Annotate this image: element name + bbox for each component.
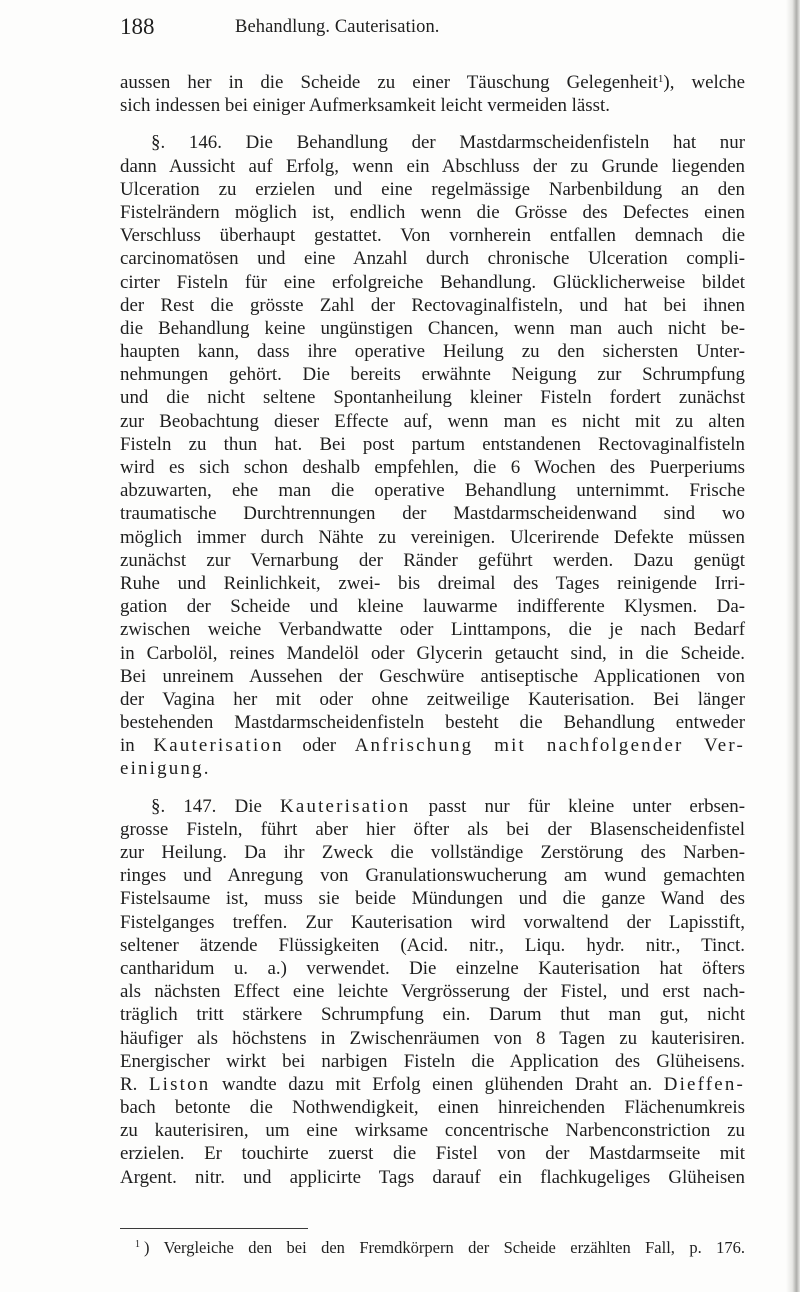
text-line: Ulceration zu erzielen und eine regelmässige Narbenbildung an den xyxy=(120,178,745,200)
text-line: wird es sich schon deshalb empfehlen, die 6 Wochen des Puerperiums xyxy=(120,457,745,478)
text-line: Fisteln zu thun hat. Bei post partum entstandenen Rectovaginalfisteln xyxy=(120,433,745,455)
text-line: aussen her in die Scheide zu einer Täuschung Gelegenheit$^1$), welche xyxy=(120,72,745,93)
text-line: Bei unreinem Aussehen der Geschwüre antiseptische Applicationen von xyxy=(120,665,745,687)
running-title: Behandlung. Cauterisation. xyxy=(235,17,440,37)
emphasis-text: Dieffen- xyxy=(663,1073,745,1095)
text-line: carcinomatösen und eine Anzahl durch chronische Ulceration compli- xyxy=(120,248,745,270)
footnote-rule xyxy=(120,1228,308,1229)
emphasis-text: Liston xyxy=(148,1073,211,1095)
text-line: ringes und Anregung von Granulationswucherung am wund gemachten xyxy=(120,865,745,887)
text-line: traumatische Durchtrennungen der Mastdarmscheidenwand sind wo xyxy=(120,503,745,525)
text-line: Fistelganges treffen. Zur Kauterisation wird vorwaltend der Lapisstift, xyxy=(120,911,745,933)
paragraph-146 xyxy=(120,131,745,780)
text-line: nehmungen gehört. Die bereits erwähnte Neigung zur Schrumpfung xyxy=(120,364,745,386)
text-line: erzielen. Er touchirte zuerst die Fistel von der Mastdarmseite mit xyxy=(120,1143,745,1165)
text-line: §. 147. Die Kauterisation passt nur für kleine unter erbsen- xyxy=(151,795,746,817)
text-line: Argent. nitr. und applicirte Tags darauf ein flachkugeliges Glüheisen xyxy=(120,1166,745,1188)
text-line: haupten kann, dass ihre operative Heilung zu den sichersten Unter- xyxy=(120,341,745,363)
emphasis-text: Kauterisation xyxy=(153,735,284,757)
text-line: bestehenden Mastdarmscheidenfisteln besteht die Behandlung entweder xyxy=(120,712,745,734)
text-line: zunächst zur Vernarbung der Ränder geführt werden. Dazu genügt xyxy=(120,549,745,571)
text-line: zwischen weiche Verbandwatte oder Linttampons, die je nach Bedarf xyxy=(120,619,745,641)
page-number: 188 xyxy=(120,14,155,39)
text-line: dann Aussicht auf Erfolg, wenn ein Abschluss der zu Grunde liegenden xyxy=(120,155,745,177)
text-line: träglich tritt stärkere Schrumpfung ein. Darum thut man gut, nicht xyxy=(120,1004,745,1026)
text-line: seltener ätzende Flüssigkeiten (Acid. nitr., Liqu. hydr. nitr., Tinct. xyxy=(120,934,745,956)
text-line: zur Beobachtung dieser Effecte auf, wenn man es nicht mit zu alten xyxy=(120,410,745,432)
text-line: zur Heilung. Da ihr Zweck die vollständige Zerstörung des Narben- xyxy=(120,842,745,863)
paragraph-147 xyxy=(120,795,745,1189)
text-line: und die nicht seltene Spontanheilung kleiner Fisteln fordert zunächst xyxy=(120,387,745,409)
page-edge-shadow xyxy=(786,0,800,1292)
text-line: cantharidum u. a.) verwendet. Die einzelne Kauterisation hat öfters xyxy=(120,957,745,979)
text-line: Verschluss überhaupt gestattet. Von vornherein entfallen demnach die xyxy=(120,225,745,247)
footnote xyxy=(135,1238,745,1258)
text-line: die Behandlung keine ungünstigen Chancen, wenn man auch nicht be- xyxy=(120,317,745,339)
text-line: §. 146. Die Behandlung der Mastdarmscheidenfisteln hat nur xyxy=(151,132,745,154)
footnote-mark: 1 xyxy=(135,1239,140,1250)
body-text xyxy=(120,71,745,1189)
text-line: gation der Scheide und kleine lauwarme indifferente Klysmen. Da- xyxy=(120,596,745,618)
text-line: R. Liston wandte dazu mit Erfolg einen glühenden Draht an. Dieffen- xyxy=(120,1073,745,1095)
text-line: Fistelsaume ist, muss sie beide Mündungen und die ganze Wand des xyxy=(120,888,745,910)
footnote-text: ) Vergleiche den bei den Fremdkörpern der Scheide erzählten Fall, p. 176. xyxy=(144,1238,745,1257)
text-line: der Vagina her mit oder ohne zeitweilige Kauterisation. Bei länger xyxy=(120,688,745,710)
text-line: einigung. xyxy=(120,758,211,780)
text-line: bach betonte die Nothwendigkeit, einen hinreichenden Flächenumkreis xyxy=(120,1097,745,1119)
running-head xyxy=(120,14,750,44)
text-line: cirter Fisteln für eine erfolgreiche Behandlung. Glücklicherweise bildet xyxy=(120,271,745,293)
text-line: abzuwarten, ehe man die operative Behandlung unternimmt. Frische xyxy=(120,480,745,502)
text-line: in Kauterisation oder Anfrischung mit nachfolgender Ver- xyxy=(120,735,745,757)
text-line: möglich immer durch Nähte zu vereinigen. Ulcerirende Defekte müssen xyxy=(120,526,745,548)
text-line: als nächsten Effect eine leichte Vergrösserung der Fistel, und erst nach- xyxy=(120,981,745,1003)
text-line: grosse Fisteln, führt aber hier öfter als bei der Blasenscheidenfistel xyxy=(120,818,745,840)
text-line: sich indessen bei einiger Aufmerksamkeit leicht vermeiden lässt. xyxy=(120,95,610,117)
emphasis-text: Kauterisation xyxy=(280,795,411,817)
text-line: häufiger als höchstens in Zwischenräumen von 8 Tagen zu kauterisiren. xyxy=(120,1027,745,1049)
text-line: Fistelrändern möglich ist, endlich wenn die Grösse des Defectes einen xyxy=(120,201,745,223)
text-line: Energischer wirkt bei narbigen Fisteln die Application des Glüheisens. xyxy=(120,1050,745,1072)
text-line: in Carbolöl, reines Mandelöl oder Glycerin getaucht sind, in die Scheide. xyxy=(120,642,745,664)
emphasis-text: Anfrischung mit nachfolgender Ver- xyxy=(354,735,745,757)
text-line: der Rest die grösste Zahl der Rectovaginalfisteln, und hat bei ihnen xyxy=(120,294,745,316)
footnote-reference: 1 xyxy=(657,73,664,85)
text-line: Ruhe und Reinlichkeit, zwei- bis dreimal des Tages reinigende Irri- xyxy=(120,572,745,594)
text-line: zu kauterisiren, um eine wirksame concentrische Narbenconstriction zu xyxy=(120,1120,745,1142)
